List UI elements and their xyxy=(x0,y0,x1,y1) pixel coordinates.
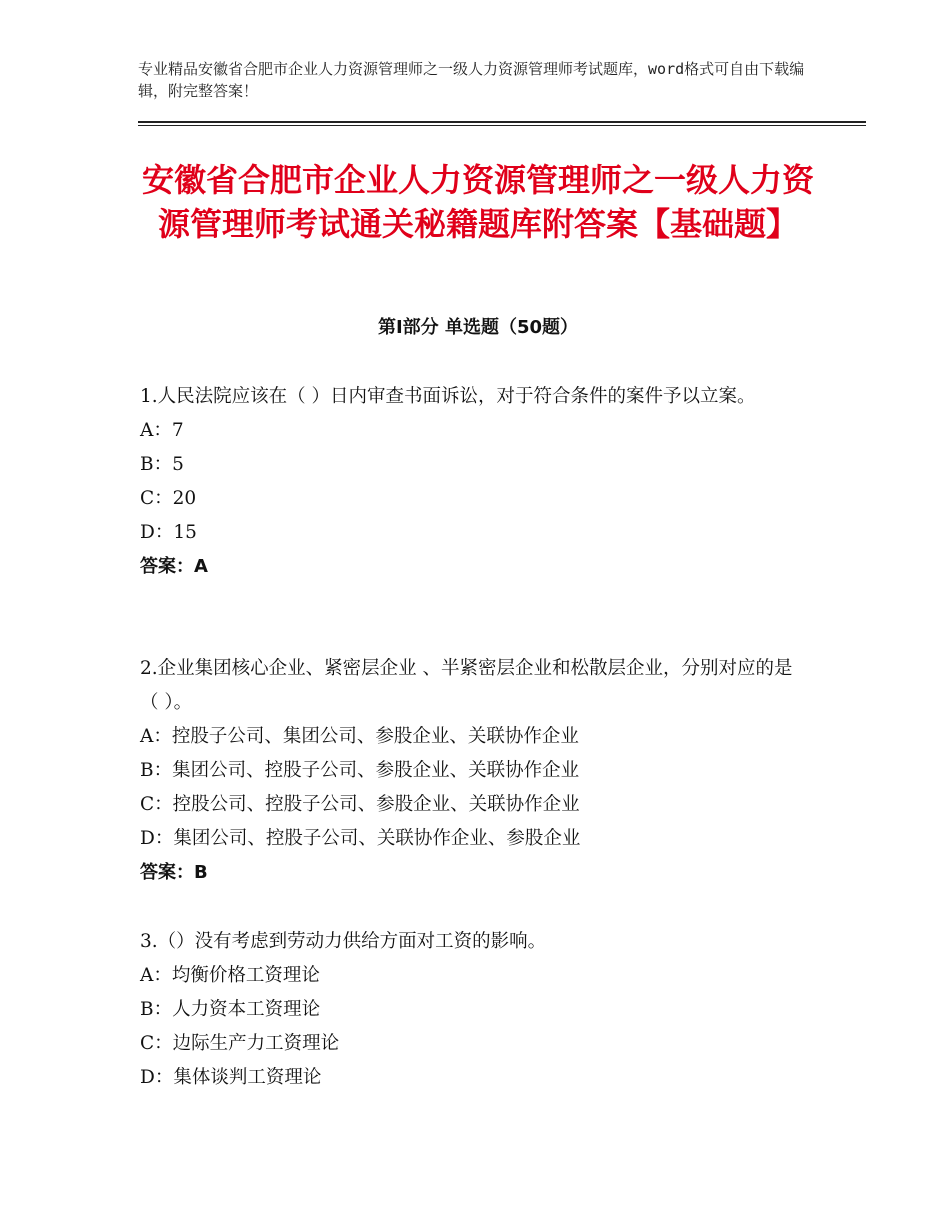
option-a: A：均衡价格工资理论 xyxy=(140,965,320,986)
option-b: B：5 xyxy=(140,454,184,475)
question-stem: 1.人民法院应该在（ ）日内审查书面诉讼，对于符合条件的案件予以立案。 xyxy=(140,386,756,407)
option-d: D：集团公司、控股子公司、关联协作企业、参股企业 xyxy=(140,828,581,849)
question-stem: 3.（）没有考虑到劳动力供给方面对工资的影响。 xyxy=(140,931,547,952)
header-note: 专业精品安徽省合肥市企业人力资源管理师之一级人力资源管理师考试题库，word格式可自由下载编辑，附完整答案！ xyxy=(138,60,805,100)
option-d: D：集体谈判工资理论 xyxy=(140,1067,322,1088)
option-b: B：人力资本工资理论 xyxy=(140,999,321,1020)
document-title: 安徽省合肥市企业人力资源管理师之一级人力资源管理师考试通关秘籍题库附答案【基础题】 xyxy=(141,161,814,243)
option-d: D：15 xyxy=(140,522,197,543)
option-b: B：集团公司、控股子公司、参股企业、关联协作企业 xyxy=(140,760,580,781)
header-divider xyxy=(138,121,866,123)
option-c: C：控股公司、控股子公司、参股企业、关联协作企业 xyxy=(140,794,580,815)
question-stem: 2.企业集团核心企业、紧密层企业 、半紧密层企业和松散层企业，分别对应的是（ ）。 xyxy=(140,658,793,713)
option-c: C：20 xyxy=(140,488,197,509)
section-title: 第Ⅰ部分 单选题（50题） xyxy=(377,317,578,338)
question-2 xyxy=(140,652,810,890)
answer: 答案：B xyxy=(140,862,208,883)
option-a: A：控股子公司、集团公司、参股企业、关联协作企业 xyxy=(140,726,579,747)
header-divider-thin xyxy=(138,125,866,126)
question-3 xyxy=(140,925,810,1095)
answer: 答案：A xyxy=(140,556,208,577)
option-a: A：7 xyxy=(140,420,184,441)
question-1 xyxy=(140,380,810,584)
option-c: C：边际生产力工资理论 xyxy=(140,1033,340,1054)
